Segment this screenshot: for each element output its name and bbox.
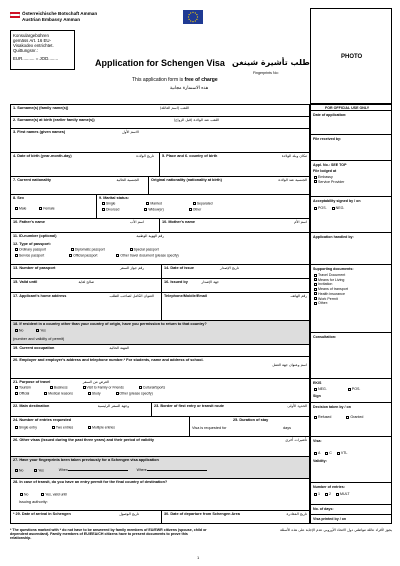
field-label: * 29. Date of arrival in Schengen [13,512,71,516]
official-label: Sign [313,394,321,398]
checkbox[interactable] [325,452,328,455]
field-label: 5. Place and 6. country of birth [162,154,218,158]
option: Married [150,201,162,206]
entries-options [14,426,115,430]
field-fingerprints[interactable] [10,456,310,478]
option: POS. [351,387,361,391]
visa-type-options [313,451,347,455]
option: Study [91,391,101,396]
field-label-arabic: رقم جواز السفر [119,266,144,270]
field-label: 12. Type of passport: [13,242,51,246]
field-label-arabic: الغرض من السفر [82,380,109,384]
form-title-arabic: طلب تأشيرة شينغن [232,58,310,67]
consular-fee-box [10,30,75,70]
accept-options [313,206,344,210]
checkbox[interactable] [314,283,317,286]
option: Where [136,468,147,473]
field-label: 11. ID-number (optional) [13,234,57,238]
field-label: 17. Applicant's home address [13,294,67,298]
marital-options [101,202,306,213]
checkbox[interactable] [102,202,105,205]
checkbox[interactable] [116,392,119,395]
field-label-arabic: اللقب عند الولادة (قبل الزواج) [173,118,219,122]
checkbox[interactable] [139,386,142,389]
checkbox[interactable] [144,208,147,211]
official-supporting-docs[interactable] [310,264,392,332]
official-label: Visa: [313,439,322,443]
option: Yes, valid until [45,492,67,497]
fingerprint-options [14,469,304,473]
official-label: Consultation: [313,335,337,339]
option: Male [19,206,27,211]
option: Other travel document (please specify) [120,253,179,258]
checkbox[interactable] [34,469,37,472]
divider [161,279,162,292]
option: Service Provider [318,179,345,184]
embassy-name-en: Austrian Embassy Amman [22,17,81,22]
footer-note-arabic: يجوز لأفراد عائلة مواطني دول الاتحاد الأوروبي عدم الإجابة على هذه الأسئلة [280,528,392,532]
fee-line: Visakodex entrichtet. [13,43,54,49]
checkbox[interactable] [15,469,18,472]
checkbox[interactable] [314,278,317,281]
field-passport-number-date[interactable] [10,264,310,278]
photo-box[interactable] [310,8,392,104]
field-label: 10. Father's name [13,220,45,224]
official-date-of-application[interactable] [310,110,392,134]
field-home-address[interactable] [10,292,310,320]
official-label: Decision taken by / on [313,405,351,409]
official-visa[interactable] [310,436,392,482]
option: NEG. [318,387,327,391]
checkbox[interactable] [44,392,47,395]
official-ekis[interactable] [310,378,392,402]
option: Other (please specify) [119,391,153,396]
checkbox[interactable] [346,416,349,419]
option: Embassy [318,175,333,179]
checkbox[interactable] [15,386,18,389]
field-arrival-departure[interactable] [10,510,310,524]
official-label: Supporting documents: [313,267,354,271]
field-label: 23. Border of first entry or transit route [154,404,225,408]
option: Multiple entries [92,425,115,430]
checkbox[interactable] [189,208,192,211]
option: POS. [318,206,327,210]
eu-flag-icon [183,10,203,24]
field-label-arabic: اسم وعنوان جهة العمل [272,363,307,367]
divider [161,265,162,278]
option: Cultural/Sports [142,385,166,390]
field-label: 7. Current nationality [13,178,51,182]
field-surname-at-birth[interactable] [10,116,310,128]
option: No [24,492,29,497]
field-label: 8. Sex [13,196,24,200]
option: Granted [350,415,364,419]
field-label-arabic: جهة الإصدار [201,280,219,284]
field-label-arabic: اسم الأم [294,220,307,224]
checkbox[interactable] [314,274,317,277]
option: Two entries [55,425,74,430]
ekis-options [313,387,360,391]
embassy-name-de: Österreichische Botschaft Amman [22,11,98,16]
field-label-arabic: تاريخ الإصدار [219,266,239,270]
field-entries-duration[interactable] [10,416,310,436]
official-label: No. of days: [313,507,334,511]
field-hint: Issuing authority: [19,500,48,504]
field-label: 26. Other visas (issued during the past three years) and their period of validity [13,438,154,442]
field-label: 24. Number of entries requested [13,418,72,422]
option: When [58,468,68,473]
divider [161,293,162,320]
field-label: 19. Current occupation [13,346,55,350]
field-label-arabic: صالح لغاية [78,280,94,284]
checkbox[interactable] [83,386,86,389]
field-label: 10. Mother's name [162,220,195,224]
option: Yes [40,328,46,333]
option: Medical reasons [48,391,73,396]
field-hint: days [283,426,292,430]
option: Ordinary passport [19,247,46,252]
checkbox[interactable] [332,207,335,210]
checkbox[interactable] [50,386,53,389]
field-label-arabic: الجنسية الحالية [116,178,139,182]
field-label-arabic: الحدود الأولى [287,404,307,408]
passport-type-options [14,248,304,259]
decision-options [313,415,363,419]
entries-count-options [313,492,350,496]
option: Health insurance [318,291,345,296]
official-title: FOR OFFICIAL USE ONLY [325,106,370,110]
free-bold: free of charge [184,77,218,83]
field-label: 9. Marital status: [99,196,129,200]
option: C [329,451,332,455]
supporting-list [313,273,348,306]
field-label: 30. Date of departure from Schengen Area [164,512,240,516]
official-label: Visa printed by / on [313,517,347,521]
official-label: Validity: [313,459,327,463]
checkbox[interactable] [314,288,317,291]
official-decision[interactable] [310,402,392,436]
option: No [19,328,24,333]
checkbox[interactable] [193,202,196,205]
official-consultation[interactable] [310,332,392,378]
option: Separated [196,201,213,206]
checkbox[interactable] [314,176,317,179]
option: MULT [340,492,350,496]
field-surname[interactable] [10,104,310,116]
divider [96,195,97,218]
checkbox[interactable] [314,302,317,305]
fee-line: EUR.......... = JOD........ [13,56,59,62]
field-label-arabic: اللقب (اسم العائلة) [159,106,189,110]
checkbox[interactable] [314,416,317,419]
option: Special passport [133,247,159,252]
fingerprint-label: Fingerprints No: [253,71,279,75]
field-label: 4. Date of birth (year-month-day) [13,154,72,158]
field-label: 27. Have your fingerprints been taken previously for a Schengen visa application [13,458,159,462]
checkbox[interactable] [102,208,105,211]
option: Means for Living [318,277,345,282]
free-text: This application form is [132,77,184,83]
checkbox[interactable] [15,207,18,210]
option: 2 [329,492,331,496]
checkbox[interactable] [337,452,340,455]
field-label: Telephone/Mobile/Email [164,294,207,298]
checkbox[interactable] [69,254,72,257]
option: Other: [318,301,328,306]
option: Visit to Family or Friends [86,385,124,390]
checkbox[interactable] [15,426,18,429]
checkbox[interactable] [314,452,317,455]
fill-line [147,470,207,471]
field-hint: Visa is requested for [192,426,227,430]
official-appl-no[interactable] [310,160,392,196]
austria-flag-icon [10,12,20,18]
checkbox[interactable] [15,329,18,332]
checkbox[interactable] [325,493,328,496]
checkbox[interactable] [314,207,317,210]
field-label-arabic: المهنة الحالية [109,346,129,350]
field-label-arabic: العنوان الكامل لصاحب الطلب [109,294,154,298]
checkbox[interactable] [314,297,317,300]
option: Business [53,385,68,390]
option: Diplomatic passport [74,247,105,252]
field-transit[interactable] [10,478,310,510]
option: 1 [318,492,320,496]
field-first-names[interactable] [10,128,310,152]
official-label: Application handled by: [313,235,354,239]
checkbox[interactable] [39,207,42,210]
checkbox[interactable] [88,392,91,395]
field-label: Original nationality (nationality at birth) [151,178,222,182]
checkbox[interactable] [314,388,317,391]
field-label-arabic: رقم الهوية الوطنية [136,234,164,238]
form-title: Application for Schengen Visa [95,58,225,68]
option: Female [43,206,55,211]
fill-line [68,470,128,471]
fee-line: Konsulargebühren [13,33,49,38]
official-handled-by[interactable] [310,232,392,264]
official-label: File lodged at [313,169,337,173]
option: Service passport [19,253,45,258]
divider [159,219,160,232]
sex-options [14,207,55,211]
field-label-arabic: وجهة السفر الرئيسية [97,404,129,408]
option: Other [192,207,202,212]
field-occupation[interactable] [10,344,310,356]
field-label: 20. Employer and employer's address and telephone number.* For students, name and address of school. [13,358,204,362]
option: Work Permit [318,296,338,301]
official-file-received[interactable] [310,134,392,160]
option: A [318,451,321,455]
field-label-arabic: مكان وبلد الولادة [281,154,307,158]
footer-note: * The questions marked with * do not have to be answered by family members of EU/EWR citizens (spouse, child or dependent ascendant). Family members of EU/EEA/CH citizens have to present documents to prove this relationship. [10,528,207,541]
residence-options [14,329,46,333]
field-destination-border[interactable] [10,402,310,416]
divider [161,511,162,523]
checkbox[interactable] [41,493,44,496]
official-acceptability[interactable] [310,196,392,232]
option: Single [106,201,116,206]
field-label-arabic: تأشيرات أخرى [285,438,307,442]
official-printed[interactable] [310,514,392,524]
checkbox[interactable] [52,426,55,429]
option: Refused [318,415,332,419]
official-label: Number of entries: [313,485,345,489]
field-employer[interactable] [10,356,310,378]
fee-line: gemäss Art. 16 EU- [13,38,52,44]
free-of-charge-notice [132,78,218,84]
field-label-arabic: رقم الهاتف [290,294,307,298]
field-label: 3. First names (given names) [13,130,66,134]
field-label: 13. Number of passport [13,266,56,270]
divider [189,417,190,436]
field-label-arabic: اسم الأب [130,220,144,224]
field-label-arabic: تاريخ الولادة [136,154,154,158]
field-label: 2. Surname(s) at birth (earlier family name(s)) [13,118,95,122]
option: Means of transport [318,287,348,292]
checkbox[interactable] [348,388,351,391]
divider [148,177,149,194]
official-label: Appl. No.: SEE TOP [313,163,347,167]
checkbox[interactable] [130,248,133,251]
field-label: 22. Main destination [13,404,50,408]
option: Invitation [318,282,333,287]
checkbox[interactable] [314,292,317,295]
checkbox[interactable] [116,254,119,257]
page-number: 1 [197,555,200,560]
field-label: 15. Valid until [13,280,38,284]
field-parents-names[interactable] [10,218,310,232]
field-purpose[interactable] [10,378,310,402]
field-label: 1. Surname(s) (family name(s)) [13,106,69,110]
option: Travel Document [318,273,346,277]
checkbox[interactable] [314,493,317,496]
field-sex-marital[interactable] [10,194,310,218]
checkbox[interactable] [88,426,91,429]
checkbox[interactable] [20,493,23,496]
official-entries[interactable] [310,482,392,504]
official-label: File received by: [313,137,342,141]
field-hint: (number and validity of permit) [13,337,65,341]
field-valid-issued[interactable] [10,278,310,292]
photo-label: PHOTO [341,54,363,60]
field-nationality[interactable] [10,176,310,194]
transit-options [19,493,67,497]
field-residence-permit[interactable] [10,320,310,344]
option: No [19,468,24,473]
checkbox[interactable] [36,329,39,332]
field-label-arabic: الاسم الأول [122,130,139,134]
official-days[interactable] [310,504,392,514]
checkbox[interactable] [15,392,18,395]
checkbox[interactable] [314,180,317,183]
checkbox[interactable] [15,248,18,251]
checkbox[interactable] [15,254,18,257]
option: Tourism [19,385,31,390]
lodged-options [313,175,344,184]
field-label-arabic: الجنسية عند الولادة [278,178,307,182]
official-label: Acceptability signed by / on [313,199,361,203]
option: Widow(er) [148,207,164,212]
option: Official passport [73,253,98,258]
field-label: 14. Date of issue [164,266,194,270]
field-label-arabic: تاريخ الوصول [119,512,139,516]
option: Yes [38,468,44,473]
option: VTL [340,451,348,455]
field-label: 18. If resident in a country other than your country of origin, have you permission to return to that country? [13,322,207,326]
option: Divorced [106,207,120,212]
divider [159,153,160,176]
field-date-place-birth[interactable] [10,152,310,176]
option: Single entry [19,425,37,430]
field-label: 25. Duration of stay [233,418,269,422]
free-of-charge-arabic: هذه الاستمارة مجانية [170,86,209,91]
purpose-options [14,386,309,397]
official-label: EKIS [313,381,322,385]
fee-line: Quittungsnr.: [13,48,38,54]
divider [151,403,152,416]
field-other-visas[interactable] [10,436,310,456]
option: Official [19,391,30,396]
field-label: 28. In case of transit, do you have an entry permit for the final country of destination? [13,480,168,484]
field-label-arabic: تاريخ المغادرة [286,512,307,516]
option: NEG. [335,206,345,210]
field-id-passport-type[interactable] [10,232,310,264]
field-label: 21. Purpose of travel [13,380,51,384]
field-label: 16. Issued by [164,280,188,284]
checkbox[interactable] [71,248,74,251]
checkbox[interactable] [146,202,149,205]
official-label: Date of application: [313,113,347,117]
checkbox[interactable] [336,493,339,496]
